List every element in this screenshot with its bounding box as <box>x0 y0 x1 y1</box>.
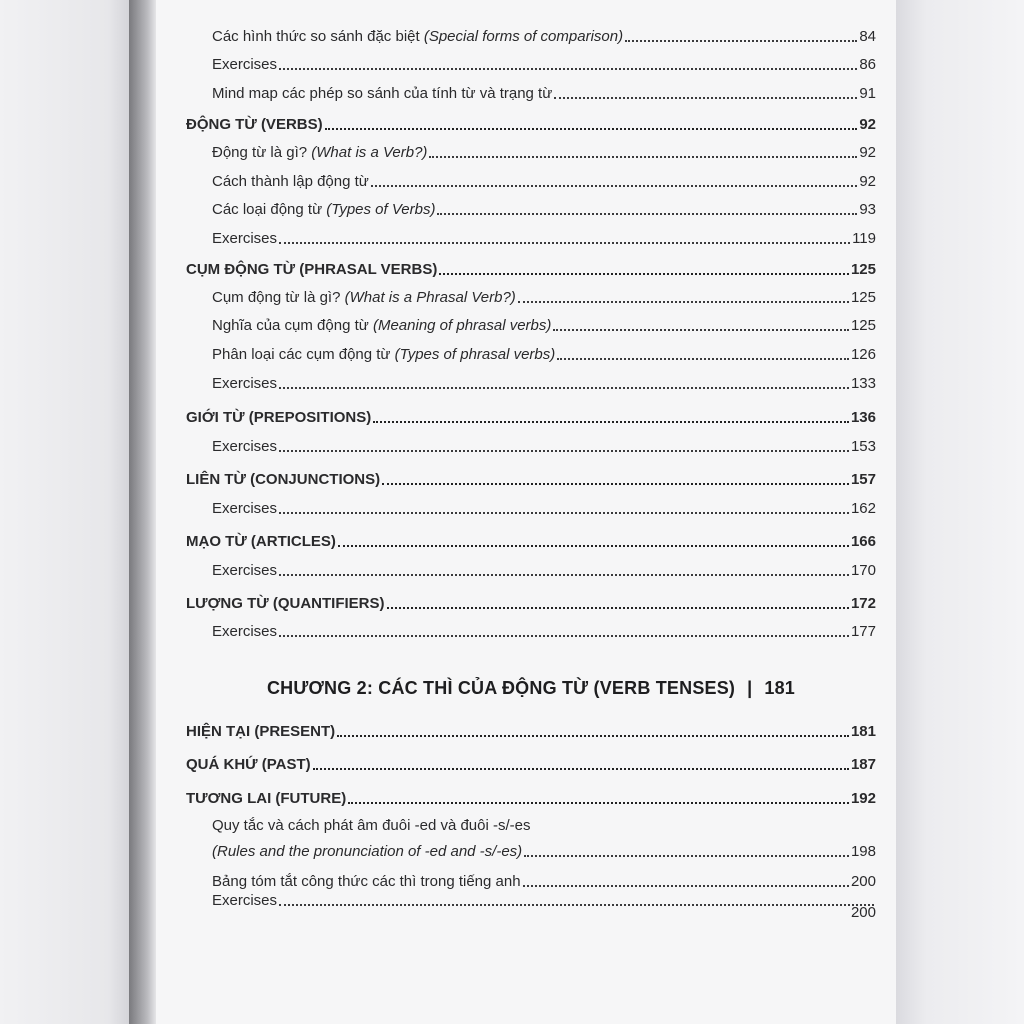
entry-title: LIÊN TỪ (CONJUNCTIONS) <box>186 471 381 488</box>
entry-page: 172 <box>850 595 876 612</box>
entry-page: 126 <box>850 346 876 363</box>
toc-entry[interactable] <box>212 55 876 75</box>
entry-page: 93 <box>859 201 876 218</box>
toc-section-heading[interactable] <box>186 789 876 809</box>
entry-page: 200 <box>850 904 876 921</box>
entry-title: Exercises <box>212 892 278 909</box>
entry-title: Động từ là gì? (What is a Verb?) <box>212 144 428 161</box>
toc-entry[interactable] <box>212 622 876 642</box>
entry-title: Exercises <box>212 438 278 455</box>
toc-entry[interactable] <box>212 437 876 457</box>
toc-section-heading[interactable] <box>186 470 876 490</box>
entry-page: 181 <box>850 723 876 740</box>
toc-entry[interactable] <box>212 172 876 192</box>
toc-section-heading[interactable] <box>186 532 876 552</box>
entry-page: 84 <box>859 28 876 45</box>
chapter-separator: | <box>747 678 753 698</box>
entry-page: 92 <box>859 173 876 190</box>
entry-page: 92 <box>859 144 876 161</box>
toc-entry[interactable] <box>212 561 876 581</box>
entry-title: Quy tắc và cách phát âm đuôi -ed và đuôi -s/-es <box>212 817 531 834</box>
toc-entry[interactable] <box>212 499 876 519</box>
toc-entry[interactable] <box>212 816 876 836</box>
toc-section-heading[interactable] <box>186 260 876 280</box>
page-gutter-shadow <box>129 0 159 1024</box>
toc-entry[interactable] <box>212 229 876 249</box>
entry-title: Mind map các phép so sánh của tính từ và trạng từ <box>212 85 553 102</box>
entry-page: 162 <box>850 500 876 517</box>
entry-title: Phân loại các cụm động từ (Types of phrasal verbs) <box>212 346 556 363</box>
toc-entry[interactable] <box>212 872 876 892</box>
entry-title: Exercises <box>212 375 278 392</box>
entry-title: GIỚI TỪ (PREPOSITIONS) <box>186 409 372 426</box>
entry-page: 170 <box>850 562 876 579</box>
entry-title: Các hình thức so sánh đặc biệt (Special forms of comparison) <box>212 28 624 45</box>
entry-title: CỤM ĐỘNG TỪ (PHRASAL VERBS) <box>186 261 438 278</box>
toc-section-heading[interactable] <box>186 594 876 614</box>
entry-title: QUÁ KHỨ (PAST) <box>186 756 311 773</box>
entry-page: 92 <box>859 116 876 133</box>
entry-title: Exercises <box>212 500 278 517</box>
entry-page: 198 <box>850 843 876 860</box>
entry-page: 187 <box>850 756 876 773</box>
entry-page: 200 <box>850 873 876 890</box>
entry-title: Bảng tóm tắt công thức các thì trong tiếng anh <box>212 873 521 890</box>
entry-page: 125 <box>850 317 876 334</box>
entry-title: Exercises <box>212 230 278 247</box>
entry-title: Nghĩa của cụm động từ (Meaning of phrasal verbs) <box>212 317 552 334</box>
table-of-contents <box>186 0 876 1024</box>
entry-title: HIỆN TẠI (PRESENT) <box>186 723 336 740</box>
entry-page: 91 <box>859 85 876 102</box>
toc-section-heading[interactable] <box>186 755 876 775</box>
entry-title: Exercises <box>212 623 278 640</box>
toc-entry-page <box>212 903 876 923</box>
toc-entry[interactable] <box>212 288 876 308</box>
entry-title: LƯỢNG TỪ (QUANTIFIERS) <box>186 595 385 612</box>
entry-title: Exercises <box>212 562 278 579</box>
background-left <box>0 0 135 1024</box>
entry-title: (Rules and the pronunciation of -ed and -s/-es) <box>212 843 523 860</box>
background-right <box>894 0 1024 1024</box>
toc-entry[interactable] <box>212 200 876 220</box>
toc-entry[interactable] <box>212 84 876 104</box>
entry-title: Exercises <box>212 56 278 73</box>
entry-page: 157 <box>850 471 876 488</box>
chapter-title: CHƯƠNG 2: CÁC THÌ CỦA ĐỘNG TỪ (VERB TENSES) <box>266 678 736 698</box>
entry-page: 153 <box>850 438 876 455</box>
toc-section-heading[interactable] <box>186 115 876 135</box>
entry-page: 166 <box>850 533 876 550</box>
toc-entry[interactable] <box>212 374 876 394</box>
entry-title: Cách thành lập động từ <box>212 173 369 190</box>
toc-entry[interactable] <box>212 27 876 47</box>
entry-title: MẠO TỪ (ARTICLES) <box>186 533 336 550</box>
toc-entry[interactable] <box>212 842 876 862</box>
entry-title: ĐỘNG TỪ (VERBS) <box>186 116 323 133</box>
toc-entry[interactable] <box>212 143 876 163</box>
entry-page: 86 <box>859 56 876 73</box>
toc-entry[interactable] <box>212 316 876 336</box>
entry-title: Cụm động từ là gì? (What is a Phrasal Verb?) <box>212 289 516 306</box>
entry-title: Các loại động từ (Types of Verbs) <box>212 201 436 218</box>
toc-section-heading[interactable] <box>186 408 876 428</box>
chapter-page: 181 <box>764 678 796 698</box>
chapter-heading[interactable] <box>186 678 876 699</box>
entry-page: 119 <box>852 230 876 247</box>
entry-title: TƯƠNG LAI (FUTURE) <box>186 790 347 807</box>
entry-page: 177 <box>850 623 876 640</box>
toc-entry[interactable] <box>212 345 876 365</box>
entry-page: 136 <box>850 409 876 426</box>
entry-page: 192 <box>850 790 876 807</box>
entry-page: 125 <box>850 289 876 306</box>
toc-section-heading[interactable] <box>186 722 876 742</box>
entry-page: 125 <box>850 261 876 278</box>
entry-page: 133 <box>850 375 876 392</box>
